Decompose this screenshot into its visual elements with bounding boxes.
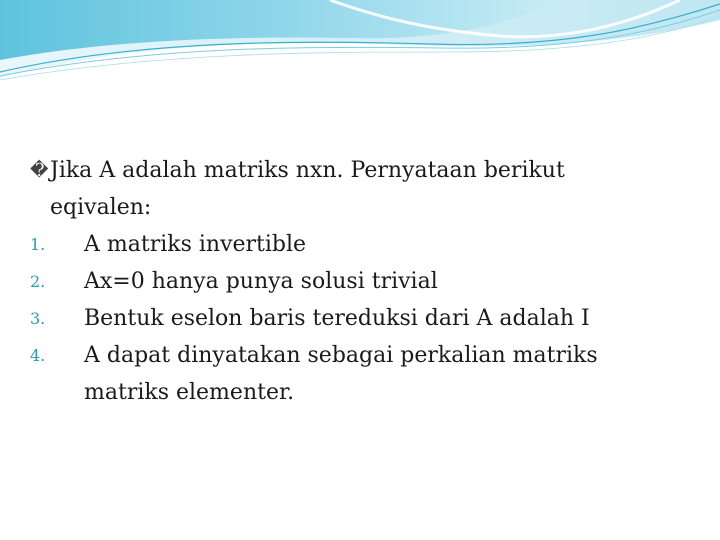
item-number: 4. (30, 346, 46, 365)
header-wave-decoration (0, 0, 720, 90)
item-text: A dapat dinyatakan sebagai perkalian matriks matriks elementer. (84, 343, 598, 405)
item-text: Ax=0 hanya punya solusi trivial (84, 269, 438, 294)
item-text: A matriks invertible (84, 232, 307, 257)
intro-paragraph (30, 152, 670, 226)
list-item (30, 337, 670, 411)
intro-text: Jika A adalah matriks nxn. Pernyataan berikut eqivalen: (50, 158, 565, 220)
item-number: 1. (30, 235, 46, 254)
list-item (30, 263, 670, 300)
slide-body (30, 152, 670, 411)
bullet-glyph: � (30, 160, 49, 181)
equivalence-list (30, 226, 670, 411)
item-text: Bentuk eselon baris tereduksi dari A adalah I (84, 306, 590, 331)
list-item (30, 300, 670, 337)
item-number: 2. (30, 272, 46, 291)
item-number: 3. (30, 309, 46, 328)
list-item (30, 226, 670, 263)
